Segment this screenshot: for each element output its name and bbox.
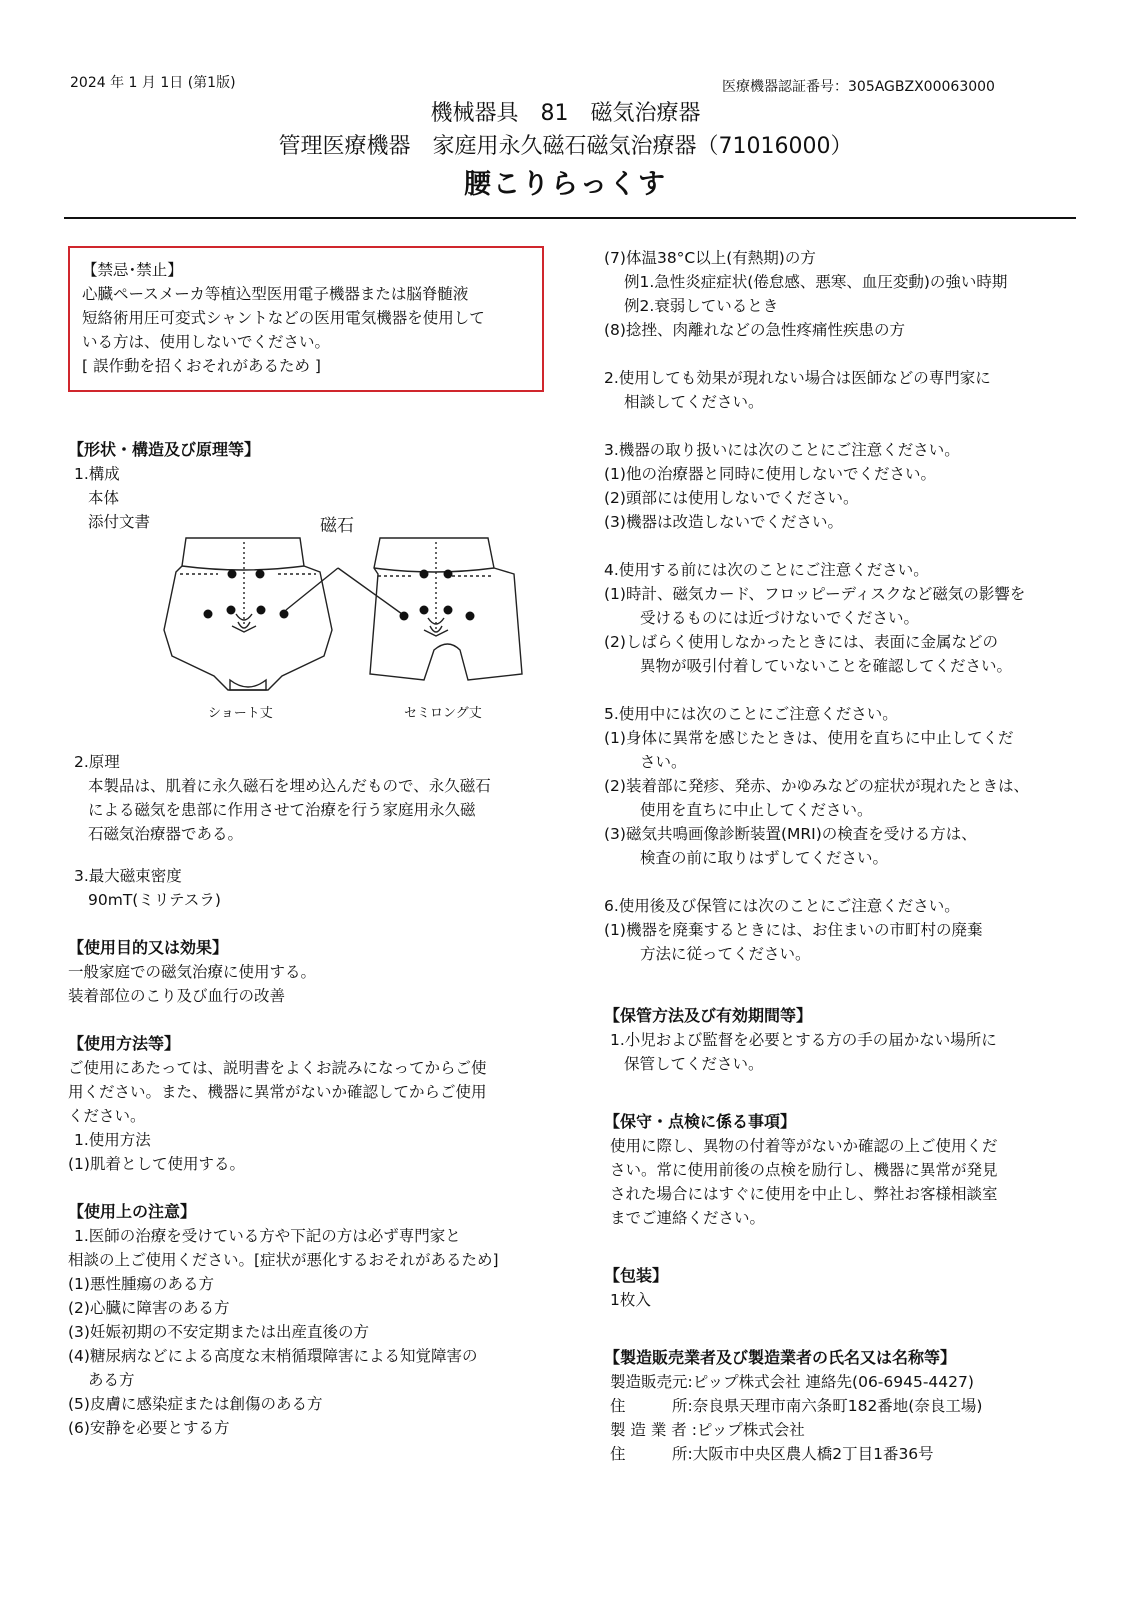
caution-intro: 1.医師の治療を受けている方や下記の方は必ず専門家と: [74, 1227, 461, 1245]
caution-item: (1)悪性腫瘍のある方: [68, 1275, 214, 1293]
note-4: 受けるものには近づけないでください。: [640, 609, 920, 627]
maker-line: 製造販売元:ピップ株式会社 連絡先(06-6945-4427): [610, 1373, 974, 1391]
usage-text: 用ください。また、機器に異常がないか確認してからご使用: [68, 1083, 487, 1101]
contraindication-title: 【禁忌･禁止】: [82, 261, 183, 279]
maintenance-heading: 【保守・点検に係る事項】: [604, 1112, 797, 1131]
magnet-label: 磁石: [320, 516, 354, 536]
composition-body: 本体: [88, 489, 120, 507]
note-3: (3)機器は改造しないでください。: [604, 513, 843, 531]
storage-text: 1.小児および監督を必要とする方の手の届かない場所に: [610, 1031, 997, 1049]
caution-item: (2)心臓に障害のある方: [68, 1299, 230, 1317]
maker-line: 住 所:奈良県天理市南六条町182番地(奈良工場): [610, 1397, 983, 1415]
note-4: 4.使用する前には次のことにご注意ください。: [604, 561, 929, 579]
note-2: 相談してください。: [624, 393, 764, 411]
principle-text: 石磁気治療器である。: [88, 825, 244, 843]
warning-line: 短絡術用圧可変式シャントなどの医用電気機器を使用して: [82, 309, 485, 327]
storage-heading: 【保管方法及び有効期間等】: [604, 1006, 813, 1025]
flux-value: 90mT(ミリテスラ): [88, 891, 221, 909]
purpose-heading: 【使用目的又は効果】: [68, 938, 229, 957]
note-6: (1)機器を廃棄するときには、お住まいの市町村の廃棄: [604, 921, 983, 939]
usage-heading: 【使用方法等】: [68, 1034, 181, 1053]
usage-item: 1.使用方法: [74, 1131, 151, 1149]
warning-line: 心臓ペースメーカ等植込型医用電子機器または脳脊髄液: [82, 285, 469, 303]
purpose-text: 一般家庭での磁気治療に使用する。: [68, 963, 317, 981]
note-6: 方法に従ってください。: [640, 945, 811, 963]
certification-number: 医療機器認証番号：305AGBZX00063000: [722, 79, 995, 95]
caution-item: (6)安静を必要とする方: [68, 1419, 230, 1437]
packaging-heading: 【包装】: [604, 1266, 669, 1285]
right-column: [604, 246, 1084, 1466]
caution-item: (7)体温38°C以上(有熱期)の方: [604, 249, 816, 267]
principle-item: 2.原理: [74, 753, 120, 771]
warning-line: [ 誤作動を招くおそれがあるため ]: [82, 357, 321, 375]
warning-line: いる方は、使用しないでください。: [82, 333, 331, 351]
principle-text: 本製品は、肌着に永久磁石を埋め込んだもので、永久磁石: [88, 777, 491, 795]
flux-item: 3.最大磁束密度: [74, 867, 182, 885]
caution-item: (8)捻挫、肉離れなどの急性疼痛性疾患の方: [604, 321, 905, 339]
category-line: 機械器具 81 磁気治療器: [430, 101, 701, 126]
caution-heading: 【使用上の注意】: [68, 1202, 197, 1221]
note-5: さい。: [640, 753, 687, 771]
maintenance-text: された場合にはすぐに使用を中止し、弊社お客様相談室: [610, 1185, 998, 1203]
note-5: 検査の前に取りはずしてください。: [640, 849, 889, 867]
caution-item: (3)妊娠初期の不安定期または出産直後の方: [68, 1323, 369, 1341]
storage-text: 保管してください。: [624, 1055, 764, 1073]
maker-heading: 【製造販売業者及び製造業者の氏名又は名称等】: [604, 1348, 957, 1367]
short-length-label: ショート丈: [208, 706, 273, 721]
note-3: 3.機器の取り扱いには次のことにご注意ください。: [604, 441, 960, 459]
semilong-length-label: セミロング丈: [404, 706, 482, 721]
caution-intro: 相談の上ご使用ください。[症状が悪化するおそれがあるため]: [68, 1251, 499, 1269]
note-4: 異物が吸引付着していないことを確認してください。: [640, 657, 1013, 675]
note-4: (2)しばらく使用しなかったときには、表面に金属などの: [604, 633, 998, 651]
contraindication-box: [68, 246, 544, 392]
usage-sub: (1)肌着として使用する。: [68, 1155, 245, 1173]
packaging-value: 1枚入: [610, 1291, 651, 1309]
note-3: (2)頭部には使用しないでください。: [604, 489, 859, 507]
caution-item: ある方: [88, 1371, 135, 1389]
note-5: 使用を直ちに中止してください。: [640, 801, 873, 819]
left-column: [68, 246, 548, 1440]
caution-example: 例1.急性炎症症状(倦怠感、悪寒、血圧変動)の強い時期: [624, 273, 1008, 291]
issue-date: 2024 年 1 月 1日 (第1版): [70, 75, 236, 91]
maintenance-text: 使用に際し、異物の付着等がないか確認の上ご使用くだ: [610, 1137, 998, 1155]
classification-line: 管理医療機器 家庭用永久磁石磁気治療器（71016000）: [278, 134, 853, 159]
note-2: 2.使用しても効果が現れない場合は医師などの専門家に: [604, 369, 991, 387]
note-6: 6.使用後及び保管には次のことにご注意ください。: [604, 897, 960, 915]
header-divider: [64, 217, 1076, 219]
note-5: (3)磁気共鳴画像診断装置(MRI)の検査を受ける方は、: [604, 825, 977, 843]
maker-line: 住 所:大阪市中央区農人橋2丁目1番36号: [610, 1445, 934, 1463]
composition-item: 1.構成: [74, 465, 120, 483]
maintenance-text: までご連絡ください。: [610, 1209, 766, 1227]
product-name: 腰こりらっくす: [464, 169, 667, 200]
usage-text: ください。: [68, 1107, 146, 1125]
purpose-text: 装着部位のこり及び血行の改善: [68, 987, 286, 1005]
note-3: (1)他の治療器と同時に使用しないでください。: [604, 465, 936, 483]
maintenance-text: さい。常に使用前後の点検を励行し、機器に異常が発見: [610, 1161, 998, 1179]
note-4: (1)時計、磁気カード、フロッピーディスクなど磁気の影響を: [604, 585, 1026, 603]
caution-item: (5)皮膚に感染症または創傷のある方: [68, 1395, 323, 1413]
caution-example: 例2.衰弱しているとき: [624, 297, 779, 315]
note-5: 5.使用中には次のことにご注意ください。: [604, 705, 898, 723]
usage-text: ご使用にあたっては、説明書をよくお読みになってからご使: [68, 1059, 487, 1077]
shape-heading: 【形状・構造及び原理等】: [68, 440, 261, 459]
note-5: (2)装着部に発疹、発赤、かゆみなどの症状が現れたときは、: [604, 777, 1029, 795]
composition-docs: 添付文書: [88, 513, 151, 531]
principle-text: による磁気を患部に作用させて治療を行う家庭用永久磁: [88, 801, 476, 819]
caution-item: (4)糖尿病などによる高度な末梢循環障害による知覚障害の: [68, 1347, 478, 1365]
note-5: (1)身体に異常を感じたときは、使用を直ちに中止してくだ: [604, 729, 1014, 747]
maker-line: 製 造 業 者 :ピップ株式会社: [610, 1421, 805, 1439]
